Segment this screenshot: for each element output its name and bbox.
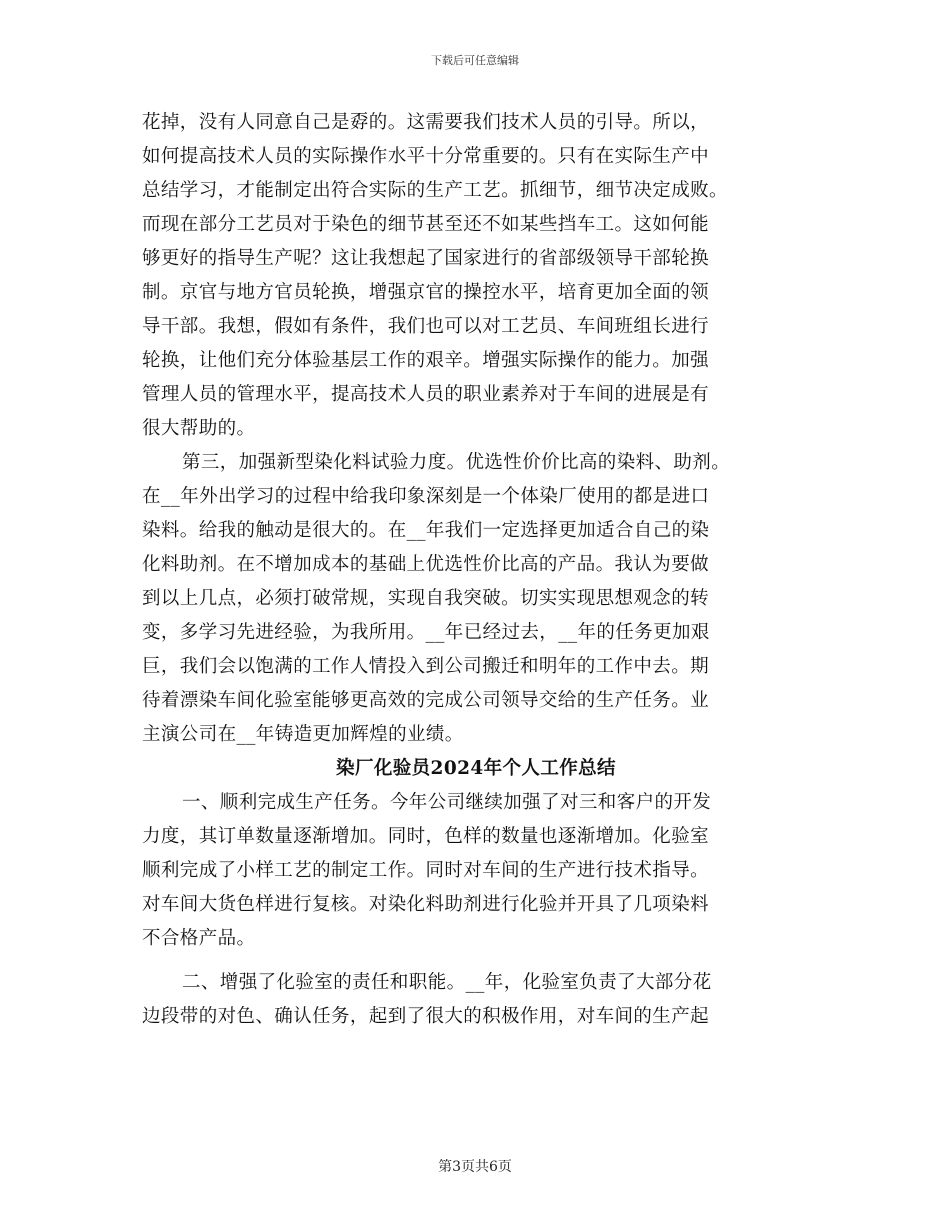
text-line: 巨，我们会以饱满的工作人情投入到公司搬迁和明年的工作中去。期 <box>142 656 710 677</box>
paragraph-1 <box>142 786 810 956</box>
page-footer: 第3页共6页 <box>438 1159 512 1175</box>
paragraph-gap <box>142 956 810 966</box>
text-line: 主演公司在__年铸造更加辉煌的业绩。 <box>142 724 464 745</box>
text-line: 化料助剂。在不增加成本的基础上优选性价比高的产品。我认为要做 <box>142 554 710 575</box>
text-line: 一、顺利完成生产任务。今年公司继续加强了对三和客户的开发 <box>182 792 712 813</box>
page-header: 下载后可任意编辑 <box>431 54 519 67</box>
text-line: 到以上几点，必须打破常规，实现自我突破。切实实现思想观念的转 <box>142 588 710 609</box>
text-line: 够更好的指导生产呢？这让我想起了国家进行的省部级领导干部轮换 <box>142 248 710 269</box>
text-line: 顺利完成了小样工艺的制定工作。同时对车间的生产进行技术指导。 <box>142 860 710 881</box>
text-line: 染料。给我的触动是很大的。在__年我们一定选择更加适合自己的染 <box>142 520 710 541</box>
text-line: 而现在部分工艺员对于染色的细节甚至还不如某些挡车工。这如何能 <box>142 214 710 235</box>
paragraph-2 <box>142 966 810 1034</box>
text-line: 在__年外出学习的过程中给我印象深刻是一个体染厂使用的都是进口 <box>142 486 710 507</box>
text-line: 花掉，没有人同意自己是孬的。这需要我们技术人员的引导。所以， <box>142 112 710 133</box>
text-line: 管理人员的管理水平，提高技术人员的职业素养对于车间的进展是有 <box>142 384 710 405</box>
text-line: 制。京官与地方官员轮换，增强京官的操控水平，培育更加全面的领 <box>142 282 710 303</box>
text-line: 边段带的对色、确认任务，起到了很大的积极作用，对车间的生产起 <box>142 1006 710 1027</box>
text-line: 第三，加强新型染化料试验力度。优选性价价比高的染料、助剂。 <box>182 452 731 473</box>
text-line: 导干部。我想，假如有条件，我们也可以对工艺员、车间班组长进行 <box>142 316 710 337</box>
continued-paragraphs <box>142 106 810 752</box>
text-line: 力度，其订单数量逐渐增加。同时，色样的数量也逐渐增加。化验室 <box>142 826 710 847</box>
document-body <box>142 106 810 1034</box>
text-line: 二、增强了化验室的责任和职能。__年，化验室负责了大部分花 <box>182 972 712 993</box>
text-line: 轮换，让他们充分体验基层工作的艰辛。增强实际操作的能力。加强 <box>142 350 710 371</box>
section-title: 染厂化验员2024年个人工作总结 <box>336 758 616 779</box>
text-line: 如何提高技术人员的实际操作水平十分常重要的。只有在实际生产中 <box>142 146 710 167</box>
text-line: 很大帮助的。 <box>142 418 256 439</box>
text-line: 变，多学习先进经验，为我所用。__年已经过去，__年的任务更加艰 <box>142 622 710 643</box>
text-line: 待着漂染车间化验室能够更高效的完成公司领导交给的生产任务。业 <box>142 690 710 711</box>
text-line: 总结学习，才能制定出符合实际的生产工艺。抓细节，细节决定成败。 <box>142 180 728 201</box>
text-line: 对车间大货色样进行复核。对染化料助剂进行化验并开具了几项染料 <box>142 894 710 915</box>
text-line: 不合格产品。 <box>142 928 256 949</box>
